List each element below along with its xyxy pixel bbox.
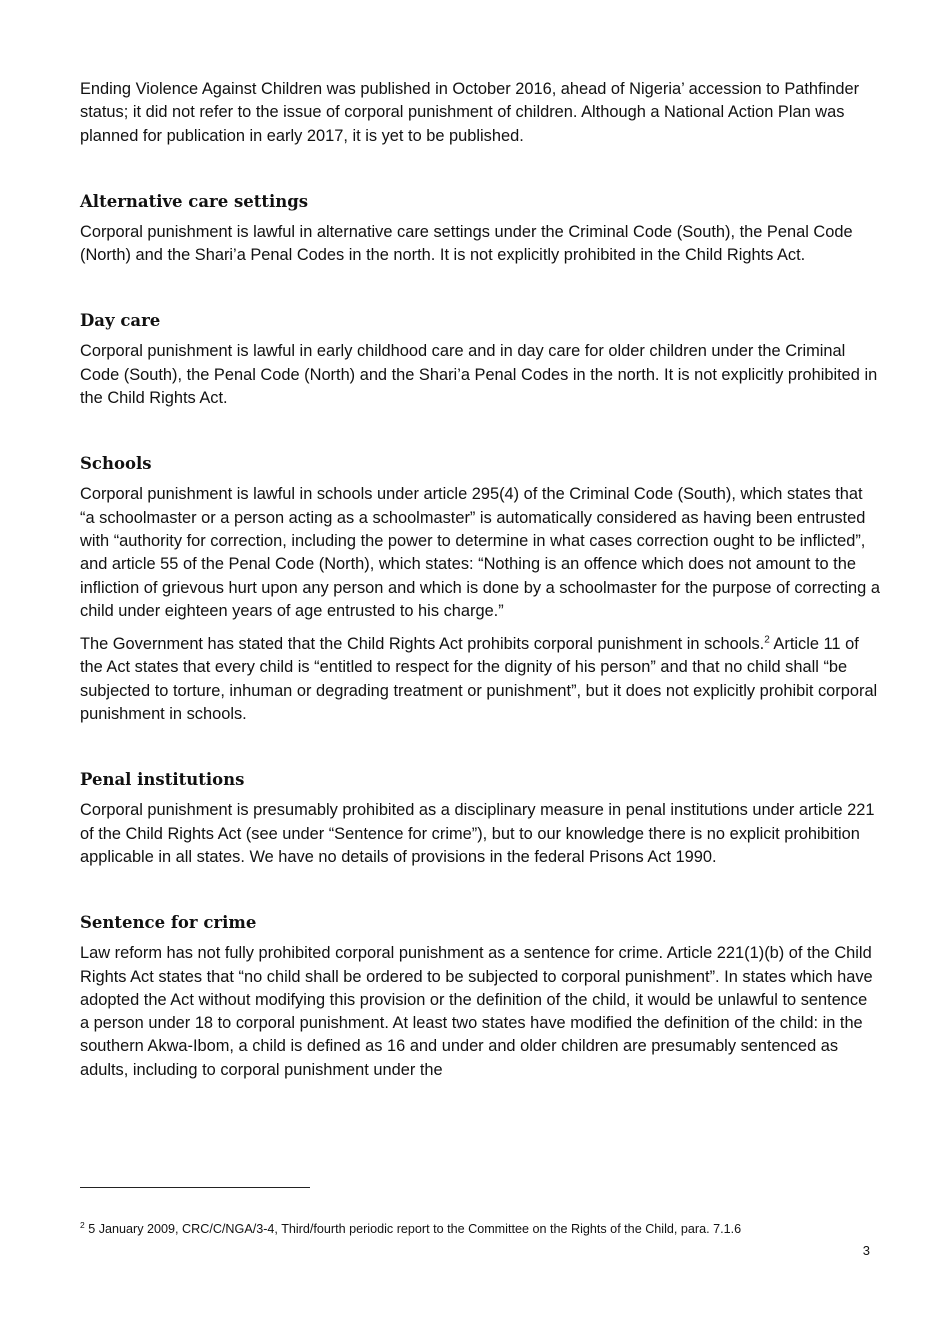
section-heading: Schools [80, 454, 152, 474]
section-paragraph: Corporal punishment is lawful in alternative care settings under the Criminal Code (South), the Penal Code (North) and the Shari’a Penal Codes in the north. It is not explicitly prohibited in the Child Rights Act. [80, 222, 853, 265]
section-paragraph: Corporal punishment is lawful in early childhood care and in day care for older children under the Criminal Code (South), the Penal Code (North) and the Shari’a Penal Codes in the north. It is not explicitly prohibited in the Child Rights Act. [80, 342, 878, 408]
footnote-marker: 2 [80, 1219, 85, 1230]
section-spacer [80, 736, 880, 769]
footnote [80, 1221, 880, 1238]
section-spacer [80, 879, 880, 912]
footnote-text: 5 January 2009, CRC/C/NGA/3-4, Third/fourth periodic report to the Committee on the Rights of the Child, para. 7.1.6 [84, 1222, 742, 1236]
section-heading: Sentence for crime [80, 913, 257, 933]
section-paragraph: Corporal punishment is lawful in schools under article 295(4) of the Criminal Code (South), which states that “a schoolmaster or a person acting as a schoolmaster” is automatically considered as having been entrusted with “authority for correction, including the power to determine in what cases correction ought to be inflicted”, and article 55 of the Penal Code (North), which states: “Nothing is an offence which does not amount to the infliction of grievous hurt upon any person and which is done by a schoolmaster for the purpose of correcting a child under eighteen years of age entrusted to his charge.” [80, 485, 880, 620]
paragraph-text: Article 11 of the Act states that every child is “entitled to respect for the dignity of his person” and that no child shall “be subjected to torture, inhuman or degrading treatment or punishment”, but it does not explicitly prohibit corporal punishment in schools. [80, 635, 878, 724]
section-heading: Day care [80, 311, 161, 331]
section-paragraph: Corporal punishment is presumably prohibited as a disciplinary measure in penal institutions under article 221 of the Child Rights Act (see under “Sentence for crime”), but to our knowledge there is no explicit prohibition applicable in all states. We have no details of provisions in the federal Prisons Act 1990. [80, 801, 875, 866]
page-number: 3 [862, 1243, 870, 1258]
section-paragraph: Law reform has not fully prohibited corporal punishment as a sentence for crime. Article 221(1)(b) of the Child Rights Act states that “no child shall be ordered to be subjected to corporal punishment”. In states which have adopted the Act without modifying this provision or the definition of the child, it would be unlawful to sentence a person under 18 to corporal punishment. At least two states have modified the definition of the child: in the southern Akwa-Ibom, a child is defined as 16 and under and older children are presumably sentenced as adults, including to corporal punishment under the [80, 944, 873, 1079]
footnote-separator [80, 1187, 310, 1188]
section-alternative-care [80, 191, 880, 268]
section-penal-institutions [80, 769, 880, 869]
section-paragraph-with-footnote [80, 633, 880, 726]
footnote-reference[interactable]: 2 [764, 634, 770, 646]
section-schools [80, 453, 880, 726]
section-spacer [80, 420, 880, 453]
paragraph-text: The Government has stated that the Child Rights Act prohibits corporal punishment in schools. [80, 635, 765, 654]
section-day-care [80, 310, 880, 410]
section-spacer [80, 277, 880, 310]
document-page [80, 78, 880, 1092]
intro-paragraph: Ending Violence Against Children was published in October 2016, ahead of Nigeria’ accession to Pathfinder status; it did not refer to the issue of corporal punishment of children. Although a National Action Plan was planned for publication in early 2017, it is yet to be published. [80, 80, 860, 145]
section-sentence-for-crime [80, 912, 880, 1082]
section-heading: Alternative care settings [80, 191, 309, 211]
section-spacer [80, 158, 880, 191]
section-heading: Penal institutions [80, 770, 245, 790]
